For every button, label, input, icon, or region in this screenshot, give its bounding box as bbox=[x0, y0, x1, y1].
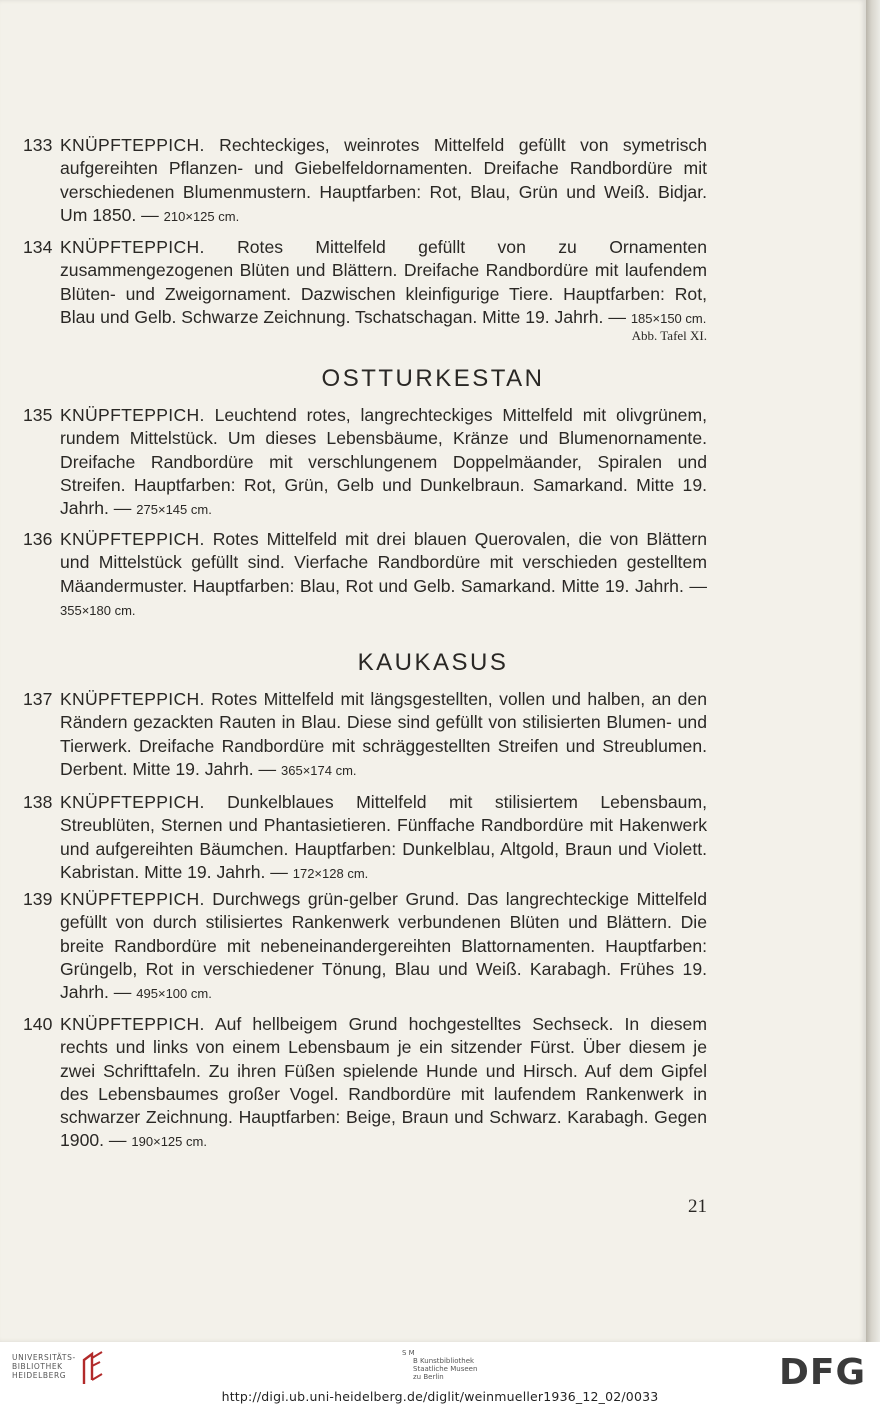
entry-description: Durchwegs grün-gelber Grund. Das langrechteckige Mittelfeld gefüllt von durch stilisiertes Rankenwerk verbundenen Blüten und Blättern. Die breite Randbordüre mit nebeneinandergereihten Blattornamenten. Hauptfarben: Grüngelb, Rot in verschiedener Tönung, Blau und Weiß. Karabagh. Frühes 19. Jahrh. — bbox=[60, 889, 707, 1003]
entry-text bbox=[60, 134, 707, 228]
catalog-entry-135 bbox=[23, 404, 707, 521]
section-heading-kaukasus: KAUKASUS bbox=[357, 649, 509, 676]
entry-dimensions: 172×128 cm. bbox=[292, 865, 369, 881]
catalog-entry-140 bbox=[23, 1013, 707, 1154]
entry-text bbox=[60, 236, 707, 330]
university-line-2: BIBLIOTHEK bbox=[12, 1362, 63, 1371]
entry-title: KNÜPFTEPPICH. bbox=[60, 135, 205, 155]
entry-number: 134 bbox=[23, 237, 53, 257]
entry-text bbox=[60, 791, 707, 885]
catalog-entry-137 bbox=[23, 688, 707, 782]
entry-title: KNÜPFTEPPICH. bbox=[60, 237, 205, 257]
entry-description: Dunkelblaues Mittelfeld mit stilisiertem Lebensbaum, Streublüten, Sternen und Phantasietieren. Fünffache Randbordüre mit Hakenwerk und aufgereihten Bäumchen. Hauptfarben: Dunkelblau, Altgold, Braun und Violett. Kabristan. Mitte 19. Jahrh. — bbox=[60, 792, 707, 882]
entry-text bbox=[60, 1013, 707, 1154]
entry-description: Rotes Mittelfeld mit drei blauen Querovalen, die von Blättern und Mittelstück gefüllt sind. Vierfache Randbordüre mit verschieden gestelltem Mäandermuster. Hauptfarben: Blau, Rot und Gelb. Samarkand. Mitte 19. Jahrh. — bbox=[60, 529, 708, 596]
entry-description: Auf hellbeigem Grund hochgestelltes Sechseck. In diesem rechts und links von einem Lebensbaum je ein sitzender Fürst. Über diesem je zwei Schrifttafeln. Zu ihren Füßen spielende Hunde und Hirsch. Auf dem Gipfel des Lebensbaumes großer Vogel. Randbordüre mit laufendem Rankenwerk in schwarzer Zeichnung. Hauptfarben: Beige, Braun und Schwarz. Karabagh. Gegen 1900. — bbox=[60, 1014, 707, 1151]
entry-text bbox=[60, 404, 707, 521]
stamp-line-1: S M bbox=[402, 1349, 415, 1357]
museum-stamp bbox=[402, 1349, 503, 1381]
catalog-entry-133 bbox=[23, 134, 707, 228]
catalog-entry-136 bbox=[23, 528, 707, 622]
entry-text bbox=[60, 528, 707, 622]
entry-description: Rotes Mittelfeld mit längsgestellten, vollen und halben, an den Rändern gezackten Rauten in Blau. Diese sind gefüllt von stilisierten Blumen- und Tierwerk. Dreifache Randbordüre mit schräggestellten Streifen und Streublumen. Derbent. Mitte 19. Jahrh. — bbox=[60, 689, 708, 779]
catalog-entry-138 bbox=[23, 791, 707, 885]
section-heading-ostturkestan: OSTTURKESTAN bbox=[321, 365, 545, 392]
page-number: 21 bbox=[688, 1196, 707, 1217]
stamp-line-3: Staatliche Museen bbox=[413, 1365, 478, 1373]
entry-title: KNÜPFTEPPICH. bbox=[60, 889, 205, 909]
entry-text bbox=[60, 688, 707, 782]
stamp-line-4: zu Berlin bbox=[413, 1373, 444, 1381]
entry-dimensions: 365×174 cm. bbox=[281, 762, 357, 778]
entry-number: 136 bbox=[23, 529, 53, 549]
dfg-logo: DFG bbox=[779, 1352, 867, 1393]
entry-text bbox=[60, 888, 707, 1005]
entry-number: 139 bbox=[23, 889, 53, 909]
entry-dimensions: 190×125 cm. bbox=[131, 1134, 207, 1150]
entry-number: 133 bbox=[23, 135, 53, 155]
stamp-line-2: B Kunstbibliothek bbox=[413, 1357, 475, 1365]
entry-title: KNÜPFTEPPICH. bbox=[60, 689, 205, 709]
entry-title: KNÜPFTEPPICH. bbox=[60, 529, 205, 549]
entry-description: Rechteckiges, weinrotes Mittelfeld gefüllt von symetrisch aufgereihten Pflanzen- und Giebelfeldornamenten. Dreifache Randbordüre mit verschiedenen Blumenmustern. Hauptfarben: Rot, Blau, Grün und Weiß. Bidjar. Um 1850. — bbox=[60, 135, 708, 225]
university-library-label bbox=[12, 1353, 82, 1380]
catalog-entry-139 bbox=[23, 888, 707, 1005]
entry-description: Rotes Mittelfeld gefüllt von zu Ornamenten zusammengezogenen Blüten und Blättern. Dreifache Randbordüre mit laufendem Blüten- und Zweigornament. Dazwischen kleinfigurige Tiere. Hauptfarben: Rot, Blau und Gelb. Schwarze Zeichnung. Tschatschagan. Mitte 19. Jahrh. — bbox=[60, 237, 708, 327]
entry-dimensions: 210×125 cm. bbox=[163, 208, 240, 224]
university-line-1: UNIVERSITÄTS- bbox=[12, 1353, 76, 1362]
entry-description: Leuchtend rotes, langrechteckiges Mittelfeld mit olivgrünem, rundem Mittelstück. Um dieses Lebensbäume, Kränze und Blumenornamente. Dreifache Randbordüre mit verschlungenem Doppelmäander, Spiralen und Streifen. Hauptfarben: Rot, Grün, Gelb und Dunkelbraun. Samarkand. Mitte 19. Jahrh. — bbox=[60, 405, 707, 519]
entry-number: 140 bbox=[23, 1014, 53, 1034]
entry-title: KNÜPFTEPPICH. bbox=[60, 792, 205, 812]
viewer-footer bbox=[0, 1342, 880, 1406]
source-url[interactable]: http://digi.ub.uni-heidelberg.de/diglit/weinmueller1936_12_02/0033 bbox=[221, 1389, 659, 1404]
entry-number: 137 bbox=[23, 689, 53, 709]
entry-dimensions: 495×100 cm. bbox=[136, 986, 212, 1002]
plate-reference: Abb. Tafel XI. bbox=[631, 328, 707, 343]
catalog-entry-134 bbox=[23, 236, 707, 330]
entry-number: 138 bbox=[23, 792, 53, 812]
entry-dimensions: 275×145 cm. bbox=[136, 502, 212, 518]
entry-title: KNÜPFTEPPICH. bbox=[60, 1014, 205, 1034]
entry-number: 135 bbox=[23, 405, 53, 425]
university-logo-icon bbox=[80, 1350, 106, 1386]
entry-dimensions: 185×150 cm. bbox=[630, 310, 707, 326]
university-line-3: HEIDELBERG bbox=[12, 1371, 67, 1380]
page-spine-shadow bbox=[866, 0, 880, 1342]
entry-title: KNÜPFTEPPICH. bbox=[60, 405, 205, 425]
entry-dimensions: 355×180 cm. bbox=[60, 602, 136, 618]
